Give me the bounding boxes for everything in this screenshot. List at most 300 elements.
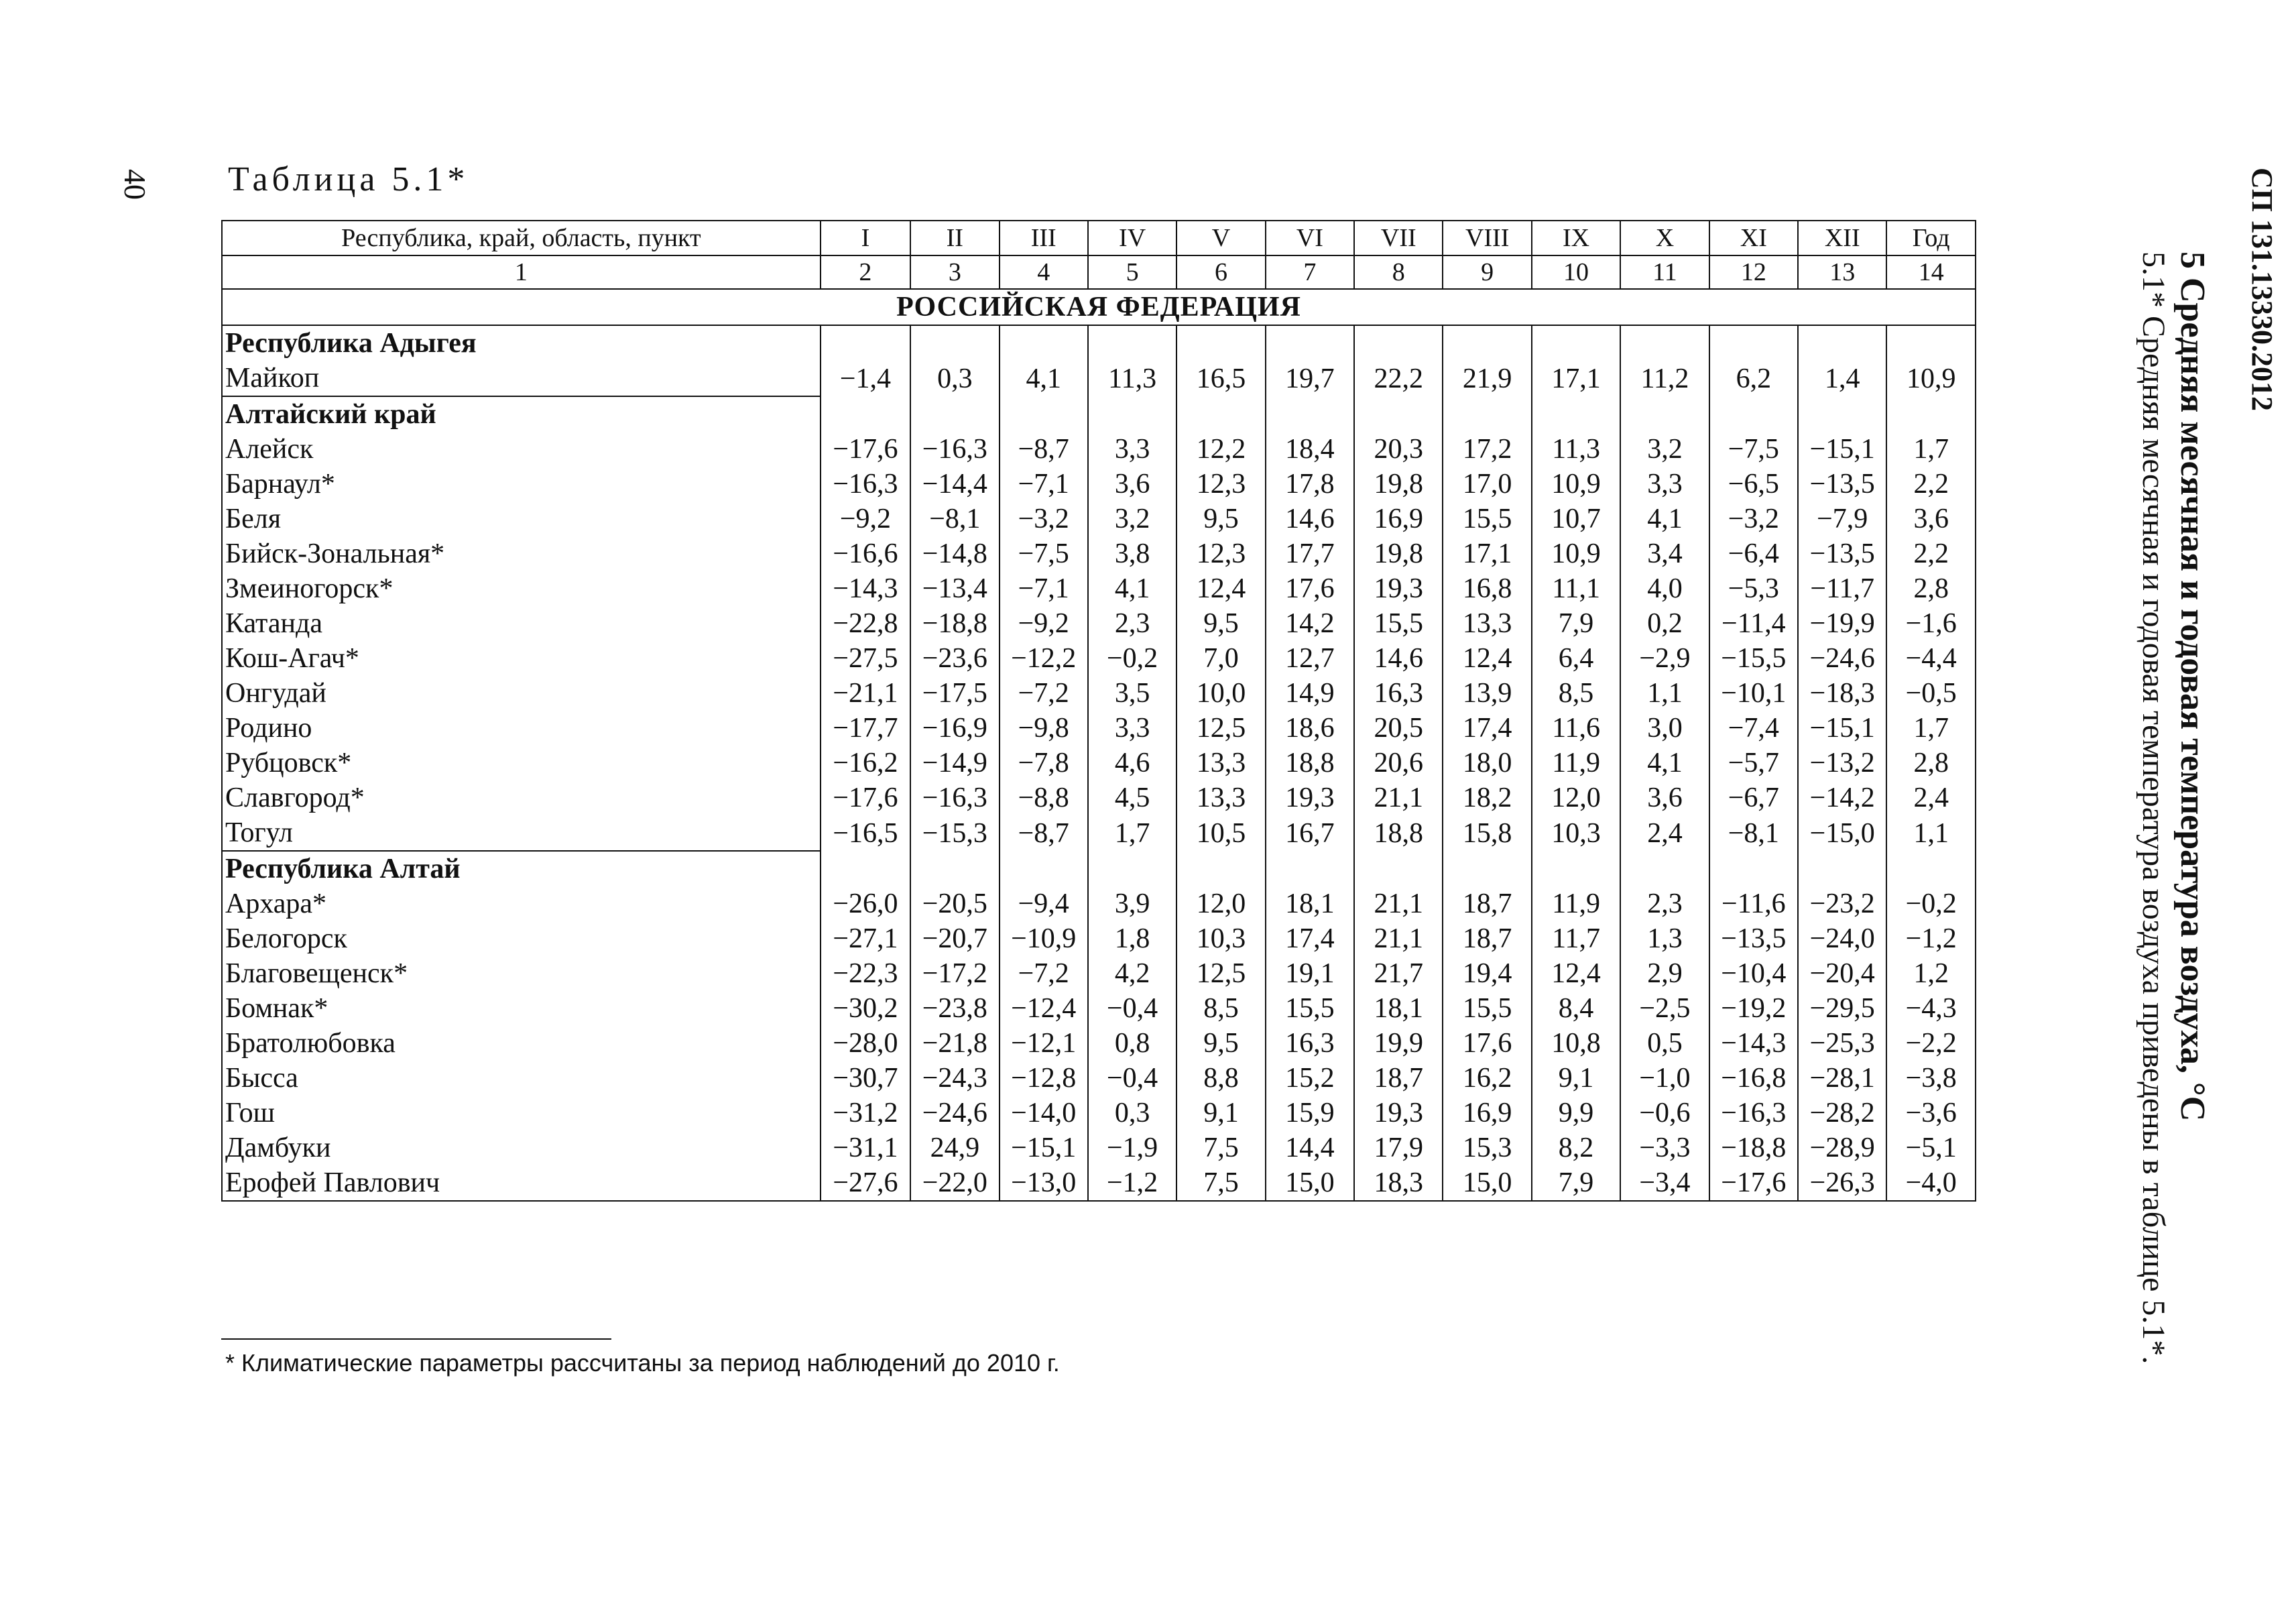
temperature-cell: −23,6 bbox=[910, 641, 999, 676]
temperature-cell: −3,2 bbox=[1000, 502, 1088, 536]
temperature-cell: 19,3 bbox=[1354, 571, 1443, 606]
table-row bbox=[222, 467, 1976, 502]
temperature-cell: −12,1 bbox=[1000, 1026, 1088, 1061]
temperature-cell: −13,0 bbox=[1000, 1165, 1088, 1201]
table-row bbox=[222, 536, 1976, 571]
temperature-cell: 3,8 bbox=[1088, 536, 1176, 571]
temperature-cell: 19,3 bbox=[1266, 780, 1354, 815]
temperature-cell: −7,8 bbox=[1000, 746, 1088, 780]
temperature-cell: −23,2 bbox=[1798, 886, 1886, 921]
temperature-cell: −13,5 bbox=[1798, 536, 1886, 571]
temperature-cell: 14,6 bbox=[1266, 502, 1354, 536]
temperature-cell bbox=[1266, 851, 1354, 886]
temperature-cell: −16,5 bbox=[821, 815, 910, 851]
temperature-cell: 11,7 bbox=[1532, 921, 1620, 956]
table-row bbox=[222, 571, 1976, 606]
temperature-cell bbox=[1000, 851, 1088, 886]
temperature-cell: 19,7 bbox=[1266, 361, 1354, 396]
temperature-cell: −15,1 bbox=[1798, 432, 1886, 467]
temperature-cell: 14,6 bbox=[1354, 641, 1443, 676]
temperature-cell: 11,6 bbox=[1532, 711, 1620, 746]
temperature-cell: 9,1 bbox=[1176, 1096, 1265, 1130]
temperature-cell: 18,1 bbox=[1354, 991, 1443, 1026]
temperature-cell: 18,2 bbox=[1443, 780, 1531, 815]
temperature-cell bbox=[1798, 325, 1886, 361]
temperature-cell: 15,9 bbox=[1266, 1096, 1354, 1130]
temperature-cell: 10,9 bbox=[1532, 536, 1620, 571]
temperature-cell: −18,8 bbox=[1709, 1130, 1798, 1165]
temperature-cell: −1,9 bbox=[1088, 1130, 1176, 1165]
temperature-cell bbox=[821, 851, 910, 886]
temperature-cell: −22,0 bbox=[910, 1165, 999, 1201]
temperature-cell: −7,2 bbox=[1000, 676, 1088, 711]
temperature-cell: 7,5 bbox=[1176, 1165, 1265, 1201]
temperature-cell: 16,2 bbox=[1443, 1061, 1531, 1096]
temperature-cell: 17,4 bbox=[1266, 921, 1354, 956]
temperature-cell bbox=[1176, 396, 1265, 432]
column-number: 3 bbox=[910, 255, 999, 289]
temperature-cell: 20,5 bbox=[1354, 711, 1443, 746]
temperature-cell: 3,4 bbox=[1620, 536, 1709, 571]
temperature-cell: 10,8 bbox=[1532, 1026, 1620, 1061]
section-title: 5 Средняя месячная и годовая температура воздуха, °С bbox=[2173, 251, 2212, 1122]
temperature-cell bbox=[1000, 325, 1088, 361]
temperature-cell: 17,1 bbox=[1443, 536, 1531, 571]
temperature-cell bbox=[1532, 851, 1620, 886]
temperature-cell: −28,0 bbox=[821, 1026, 910, 1061]
temperature-cell: 18,7 bbox=[1443, 886, 1531, 921]
temperature-cell: −24,0 bbox=[1798, 921, 1886, 956]
temperature-cell: 10,7 bbox=[1532, 502, 1620, 536]
column-number: 14 bbox=[1886, 255, 1976, 289]
temperature-cell: 24,9 bbox=[910, 1130, 999, 1165]
table-row bbox=[222, 780, 1976, 815]
temperature-cell: −1,4 bbox=[821, 361, 910, 396]
temperature-cell: −19,2 bbox=[1709, 991, 1798, 1026]
table-row bbox=[222, 1130, 1976, 1165]
column-number: 13 bbox=[1798, 255, 1886, 289]
temperature-cell: −7,4 bbox=[1709, 711, 1798, 746]
temperature-cell: −3,4 bbox=[1620, 1165, 1709, 1201]
temperature-cell: −10,9 bbox=[1000, 921, 1088, 956]
temperature-cell bbox=[1709, 851, 1798, 886]
table-row bbox=[222, 746, 1976, 780]
temperature-cell: −8,1 bbox=[1709, 815, 1798, 851]
temperature-cell: 18,4 bbox=[1266, 432, 1354, 467]
temperature-cell: −5,3 bbox=[1709, 571, 1798, 606]
temperature-cell: −8,7 bbox=[1000, 815, 1088, 851]
temperature-cell: 7,0 bbox=[1176, 641, 1265, 676]
temperature-cell: 19,8 bbox=[1354, 536, 1443, 571]
temperature-cell: 12,5 bbox=[1176, 956, 1265, 991]
table-header bbox=[222, 221, 1976, 325]
temperature-cell: −14,9 bbox=[910, 746, 999, 780]
temperature-cell: 11,2 bbox=[1620, 361, 1709, 396]
temperature-cell: 1,7 bbox=[1886, 432, 1976, 467]
temperature-cell: 2,9 bbox=[1620, 956, 1709, 991]
temperature-cell: −0,5 bbox=[1886, 676, 1976, 711]
temperature-cell: 13,3 bbox=[1176, 780, 1265, 815]
temperature-cell bbox=[821, 325, 910, 361]
temperature-cell: 19,3 bbox=[1354, 1096, 1443, 1130]
temperature-cell: 12,0 bbox=[1532, 780, 1620, 815]
temperature-cell: 4,0 bbox=[1620, 571, 1709, 606]
temperature-cell: −1,0 bbox=[1620, 1061, 1709, 1096]
temperature-cell: −17,5 bbox=[910, 676, 999, 711]
temperature-cell: −10,1 bbox=[1709, 676, 1798, 711]
temperature-cell: −15,5 bbox=[1709, 641, 1798, 676]
header-month: IX bbox=[1532, 221, 1620, 255]
temperature-cell: −17,7 bbox=[821, 711, 910, 746]
federation-row bbox=[222, 289, 1976, 325]
temperature-cell: 11,3 bbox=[1532, 432, 1620, 467]
temperature-cell: 22,2 bbox=[1354, 361, 1443, 396]
temperature-cell: −1,2 bbox=[1886, 921, 1976, 956]
temperature-cell bbox=[1709, 396, 1798, 432]
page-number: 40 bbox=[118, 169, 152, 200]
temperature-cell: −8,1 bbox=[910, 502, 999, 536]
temperature-cell: −21,1 bbox=[821, 676, 910, 711]
temperature-cell: 16,7 bbox=[1266, 815, 1354, 851]
temperature-cell: 17,6 bbox=[1443, 1026, 1531, 1061]
header-month: VIII bbox=[1443, 221, 1531, 255]
table-row bbox=[222, 432, 1976, 467]
header-month: I bbox=[821, 221, 910, 255]
temperature-cell: 0,3 bbox=[1088, 1096, 1176, 1130]
column-number: 6 bbox=[1176, 255, 1265, 289]
temperature-cell: 1,1 bbox=[1620, 676, 1709, 711]
temperature-cell: 2,3 bbox=[1620, 886, 1709, 921]
temperature-cell: −24,3 bbox=[910, 1061, 999, 1096]
temperature-cell: 12,4 bbox=[1532, 956, 1620, 991]
temperature-cell: −4,0 bbox=[1886, 1165, 1976, 1201]
temperature-cell: 10,3 bbox=[1176, 921, 1265, 956]
table-row bbox=[222, 361, 1976, 396]
temperature-cell: −0,6 bbox=[1620, 1096, 1709, 1130]
temperature-cell: −2,9 bbox=[1620, 641, 1709, 676]
header-row bbox=[222, 221, 1976, 255]
temperature-cell: −16,3 bbox=[910, 780, 999, 815]
column-number: 5 bbox=[1088, 255, 1176, 289]
temperature-cell: −5,7 bbox=[1709, 746, 1798, 780]
temperature-cell: 20,3 bbox=[1354, 432, 1443, 467]
table-caption: Таблица 5.1* bbox=[228, 160, 469, 198]
temperature-cell bbox=[1088, 396, 1176, 432]
temperature-cell: 17,8 bbox=[1266, 467, 1354, 502]
temperature-cell: 18,1 bbox=[1266, 886, 1354, 921]
temperature-cell: −1,2 bbox=[1088, 1165, 1176, 1201]
place-name: Алейск bbox=[222, 432, 821, 467]
temperature-cell: −14,8 bbox=[910, 536, 999, 571]
temperature-cell: 3,0 bbox=[1620, 711, 1709, 746]
temperature-cell: 16,9 bbox=[1354, 502, 1443, 536]
temperature-cell: −9,4 bbox=[1000, 886, 1088, 921]
temperature-cell: −3,6 bbox=[1886, 1096, 1976, 1130]
temperature-cell: 12,0 bbox=[1176, 886, 1265, 921]
temperature-cell bbox=[1620, 325, 1709, 361]
temperature-cell: −10,4 bbox=[1709, 956, 1798, 991]
temperature-cell: −3,8 bbox=[1886, 1061, 1976, 1096]
temperature-cell: 14,2 bbox=[1266, 606, 1354, 641]
temperature-cell: −22,8 bbox=[821, 606, 910, 641]
temperature-cell bbox=[1354, 396, 1443, 432]
temperature-cell: −15,3 bbox=[910, 815, 999, 851]
temperature-cell: 21,1 bbox=[1354, 921, 1443, 956]
temperature-cell bbox=[1532, 396, 1620, 432]
document-code: СП 131.13330.2012 bbox=[2246, 168, 2279, 411]
temperature-cell: −27,6 bbox=[821, 1165, 910, 1201]
temperature-cell: −21,8 bbox=[910, 1026, 999, 1061]
temperature-cell: 15,3 bbox=[1443, 1130, 1531, 1165]
place-name: Бийск-Зональная* bbox=[222, 536, 821, 571]
temperature-cell: 20,6 bbox=[1354, 746, 1443, 780]
temperature-cell: −6,7 bbox=[1709, 780, 1798, 815]
temperature-cell: −15,1 bbox=[1798, 711, 1886, 746]
temperature-cell: 17,1 bbox=[1532, 361, 1620, 396]
temperature-cell: 19,4 bbox=[1443, 956, 1531, 991]
temperature-cell: 1,7 bbox=[1886, 711, 1976, 746]
temperature-cell: 4,1 bbox=[1620, 502, 1709, 536]
temperature-cell: −31,2 bbox=[821, 1096, 910, 1130]
temperature-cell: −7,2 bbox=[1000, 956, 1088, 991]
temperature-cell bbox=[1620, 396, 1709, 432]
temperature-cell: −19,9 bbox=[1798, 606, 1886, 641]
place-name: Архара* bbox=[222, 886, 821, 921]
header-month: X bbox=[1620, 221, 1709, 255]
temperature-cell: −18,3 bbox=[1798, 676, 1886, 711]
temperature-cell: −27,5 bbox=[821, 641, 910, 676]
temperature-cell: −6,4 bbox=[1709, 536, 1798, 571]
temperature-cell: −20,4 bbox=[1798, 956, 1886, 991]
temperature-cell: −24,6 bbox=[910, 1096, 999, 1130]
temperature-cell: −17,2 bbox=[910, 956, 999, 991]
temperature-cell: 8,2 bbox=[1532, 1130, 1620, 1165]
column-number: 4 bbox=[1000, 255, 1088, 289]
temperature-cell: 15,2 bbox=[1266, 1061, 1354, 1096]
temperature-cell bbox=[1620, 851, 1709, 886]
place-name: Барнаул* bbox=[222, 467, 821, 502]
table-row bbox=[222, 815, 1976, 851]
temperature-cell: −13,2 bbox=[1798, 746, 1886, 780]
temperature-cell: −28,9 bbox=[1798, 1130, 1886, 1165]
temperature-cell: 13,9 bbox=[1443, 676, 1531, 711]
temperature-cell: −6,5 bbox=[1709, 467, 1798, 502]
temperature-cell: 6,4 bbox=[1532, 641, 1620, 676]
temperature-cell: 9,5 bbox=[1176, 1026, 1265, 1061]
temperature-cell: 3,3 bbox=[1620, 467, 1709, 502]
temperature-cell: 10,9 bbox=[1886, 361, 1976, 396]
table-row bbox=[222, 1061, 1976, 1096]
header-month: VII bbox=[1354, 221, 1443, 255]
header-month: IV bbox=[1088, 221, 1176, 255]
temperature-cell: 16,5 bbox=[1176, 361, 1265, 396]
temperature-cell: 21,1 bbox=[1354, 886, 1443, 921]
temperature-cell bbox=[910, 396, 999, 432]
region-row bbox=[222, 325, 1976, 361]
temperature-cell: 8,4 bbox=[1532, 991, 1620, 1026]
temperature-cell: 1,4 bbox=[1798, 361, 1886, 396]
place-name: Змеиногорск* bbox=[222, 571, 821, 606]
header-place: Республика, край, область, пункт bbox=[222, 221, 821, 255]
temperature-cell: 17,6 bbox=[1266, 571, 1354, 606]
place-name: Беля bbox=[222, 502, 821, 536]
place-name: Благовещенск* bbox=[222, 956, 821, 991]
temperature-table bbox=[221, 220, 1976, 1202]
temperature-cell: 11,9 bbox=[1532, 746, 1620, 780]
temperature-cell: −11,6 bbox=[1709, 886, 1798, 921]
temperature-cell: 3,6 bbox=[1886, 502, 1976, 536]
federation-title: РОССИЙСКАЯ ФЕДЕРАЦИЯ bbox=[222, 289, 1976, 325]
temperature-cell: −15,1 bbox=[1000, 1130, 1088, 1165]
place-name: Катанда bbox=[222, 606, 821, 641]
temperature-cell: −9,2 bbox=[821, 502, 910, 536]
temperature-cell: 4,1 bbox=[1088, 571, 1176, 606]
temperature-cell: 12,4 bbox=[1176, 571, 1265, 606]
temperature-cell: −22,3 bbox=[821, 956, 910, 991]
temperature-cell: 19,1 bbox=[1266, 956, 1354, 991]
temperature-cell: −17,6 bbox=[1709, 1165, 1798, 1201]
temperature-cell: −9,8 bbox=[1000, 711, 1088, 746]
temperature-cell bbox=[1886, 851, 1976, 886]
place-name: Бомнак* bbox=[222, 991, 821, 1026]
temperature-cell bbox=[1443, 851, 1531, 886]
temperature-cell: 1,8 bbox=[1088, 921, 1176, 956]
place-name: Гош bbox=[222, 1096, 821, 1130]
temperature-cell: −13,4 bbox=[910, 571, 999, 606]
temperature-cell bbox=[1000, 396, 1088, 432]
place-name: Бысса bbox=[222, 1061, 821, 1096]
temperature-cell: −16,2 bbox=[821, 746, 910, 780]
table-row bbox=[222, 1165, 1976, 1201]
temperature-cell: −3,3 bbox=[1620, 1130, 1709, 1165]
table-row bbox=[222, 606, 1976, 641]
footnote-divider bbox=[221, 1338, 611, 1340]
temperature-cell: −7,9 bbox=[1798, 502, 1886, 536]
temperature-cell: −7,1 bbox=[1000, 571, 1088, 606]
temperature-cell: 2,8 bbox=[1886, 571, 1976, 606]
table-row bbox=[222, 502, 1976, 536]
temperature-cell bbox=[1886, 325, 1976, 361]
temperature-cell: 15,8 bbox=[1443, 815, 1531, 851]
temperature-cell: 6,2 bbox=[1709, 361, 1798, 396]
region-row bbox=[222, 396, 1976, 432]
temperature-cell: −20,5 bbox=[910, 886, 999, 921]
temperature-cell bbox=[1354, 851, 1443, 886]
table-row bbox=[222, 711, 1976, 746]
temperature-cell bbox=[1709, 325, 1798, 361]
temperature-cell bbox=[1443, 396, 1531, 432]
temperature-cell: 2,3 bbox=[1088, 606, 1176, 641]
temperature-cell bbox=[910, 851, 999, 886]
table-row bbox=[222, 956, 1976, 991]
temperature-cell: 4,5 bbox=[1088, 780, 1176, 815]
temperature-cell: 2,4 bbox=[1886, 780, 1976, 815]
temperature-cell: 14,9 bbox=[1266, 676, 1354, 711]
temperature-cell: −13,5 bbox=[1709, 921, 1798, 956]
column-number: 10 bbox=[1532, 255, 1620, 289]
temperature-cell: 9,5 bbox=[1176, 606, 1265, 641]
region-name: Алтайский край bbox=[222, 396, 821, 432]
temperature-cell: 17,7 bbox=[1266, 536, 1354, 571]
temperature-cell: 18,8 bbox=[1354, 815, 1443, 851]
temperature-cell: 17,9 bbox=[1354, 1130, 1443, 1165]
temperature-cell: −14,2 bbox=[1798, 780, 1886, 815]
temperature-cell: 9,1 bbox=[1532, 1061, 1620, 1096]
temperature-cell: 19,8 bbox=[1354, 467, 1443, 502]
temperature-cell: −14,0 bbox=[1000, 1096, 1088, 1130]
temperature-cell: 15,5 bbox=[1443, 991, 1531, 1026]
temperature-cell: 15,5 bbox=[1443, 502, 1531, 536]
temperature-cell: 18,6 bbox=[1266, 711, 1354, 746]
temperature-cell: 8,5 bbox=[1532, 676, 1620, 711]
temperature-cell: −27,1 bbox=[821, 921, 910, 956]
region-name: Республика Алтай bbox=[222, 851, 821, 886]
temperature-cell bbox=[1886, 396, 1976, 432]
temperature-cell: 3,2 bbox=[1620, 432, 1709, 467]
temperature-cell: −20,7 bbox=[910, 921, 999, 956]
temperature-cell: 4,1 bbox=[1000, 361, 1088, 396]
temperature-cell bbox=[821, 396, 910, 432]
temperature-cell: −18,8 bbox=[910, 606, 999, 641]
table-row bbox=[222, 1096, 1976, 1130]
temperature-cell: 8,5 bbox=[1176, 991, 1265, 1026]
temperature-cell: −16,3 bbox=[910, 432, 999, 467]
temperature-cell: 12,5 bbox=[1176, 711, 1265, 746]
place-name: Онгудай bbox=[222, 676, 821, 711]
temperature-cell: 18,7 bbox=[1443, 921, 1531, 956]
temperature-cell: −4,3 bbox=[1886, 991, 1976, 1026]
temperature-cell: 14,4 bbox=[1266, 1130, 1354, 1165]
column-number: 2 bbox=[821, 255, 910, 289]
region-name: Республика Адыгея bbox=[222, 325, 821, 361]
temperature-cell: −7,5 bbox=[1709, 432, 1798, 467]
temperature-cell: −23,8 bbox=[910, 991, 999, 1026]
temperature-cell: −16,9 bbox=[910, 711, 999, 746]
place-name: Белогорск bbox=[222, 921, 821, 956]
temperature-cell: 21,9 bbox=[1443, 361, 1531, 396]
temperature-cell bbox=[1266, 325, 1354, 361]
temperature-cell: −26,0 bbox=[821, 886, 910, 921]
temperature-cell: −28,1 bbox=[1798, 1061, 1886, 1096]
temperature-cell: 4,6 bbox=[1088, 746, 1176, 780]
region-row bbox=[222, 851, 1976, 886]
temperature-cell: −9,2 bbox=[1000, 606, 1088, 641]
temperature-cell: 12,3 bbox=[1176, 467, 1265, 502]
temperature-cell: 18,7 bbox=[1354, 1061, 1443, 1096]
temperature-cell: 13,3 bbox=[1443, 606, 1531, 641]
temperature-cell: −16,8 bbox=[1709, 1061, 1798, 1096]
temperature-cell: 10,9 bbox=[1532, 467, 1620, 502]
temperature-cell: 3,6 bbox=[1620, 780, 1709, 815]
temperature-cell: 15,0 bbox=[1443, 1165, 1531, 1201]
temperature-cell bbox=[1088, 851, 1176, 886]
temperature-cell: 10,0 bbox=[1176, 676, 1265, 711]
temperature-cell: −0,4 bbox=[1088, 991, 1176, 1026]
temperature-cell: −17,6 bbox=[821, 780, 910, 815]
temperature-cell: 1,7 bbox=[1088, 815, 1176, 851]
temperature-cell: 10,5 bbox=[1176, 815, 1265, 851]
column-number: 1 bbox=[222, 255, 821, 289]
temperature-cell: 2,2 bbox=[1886, 467, 1976, 502]
temperature-cell: 2,8 bbox=[1886, 746, 1976, 780]
temperature-cell: 18,8 bbox=[1266, 746, 1354, 780]
temperature-cell: 4,1 bbox=[1620, 746, 1709, 780]
temperature-cell: 17,4 bbox=[1443, 711, 1531, 746]
place-name: Родино bbox=[222, 711, 821, 746]
temperature-cell: 3,6 bbox=[1088, 467, 1176, 502]
temperature-cell: −1,6 bbox=[1886, 606, 1976, 641]
temperature-cell: −0,2 bbox=[1886, 886, 1976, 921]
